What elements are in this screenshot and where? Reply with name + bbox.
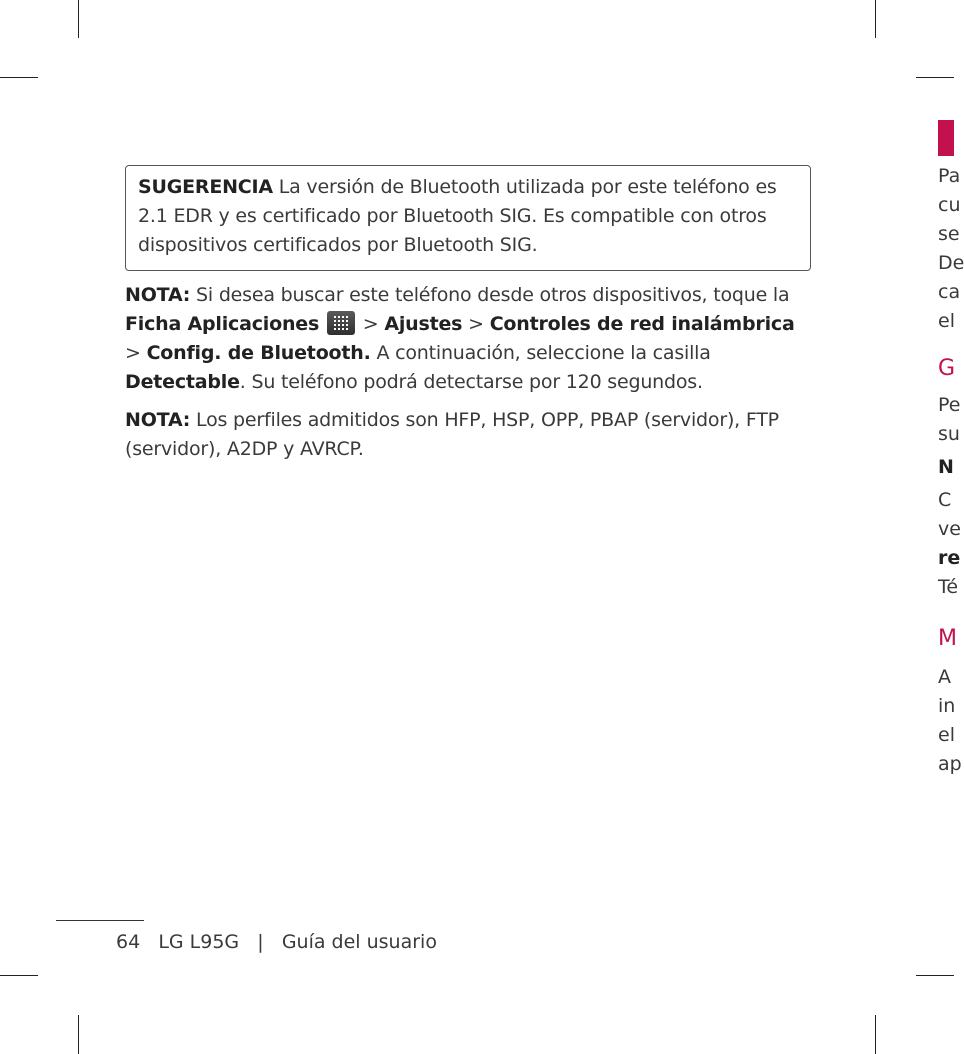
path-separator: > xyxy=(462,313,490,335)
cut-line: C xyxy=(938,489,952,511)
tip-text: La versión de Bluetooth utilizada por este teléfono es 2.1 EDR y es certificado por Bluetooth SIG. Es compatible con otros dispositivos certificados por Bluetooth SIG. xyxy=(138,176,777,256)
tip-box xyxy=(125,165,811,271)
cut-line: De xyxy=(938,252,964,274)
bluetooth-settings-label: Config. de Bluetooth. xyxy=(146,342,371,364)
path-separator: > xyxy=(125,342,147,364)
cut-line: ve xyxy=(938,518,961,540)
cut-heading: G xyxy=(938,356,956,381)
cut-line: re xyxy=(938,547,961,569)
crop-mark xyxy=(78,1015,79,1054)
cut-line: ca xyxy=(938,281,961,303)
crop-mark xyxy=(0,975,38,976)
note-label: NOTA: xyxy=(125,284,191,306)
cut-line: cu xyxy=(938,194,961,216)
cut-heading: M xyxy=(938,626,957,651)
cut-line: ap xyxy=(938,753,962,775)
body-text xyxy=(125,281,815,473)
path-separator: > xyxy=(356,313,385,335)
note-text: . Su teléfono podrá detectarse por 120 segundos. xyxy=(239,371,703,393)
note-text: Si desea buscar este teléfono desde otros dispositivos, toque la xyxy=(190,284,790,306)
note-profiles xyxy=(125,406,815,464)
cut-line: Pe xyxy=(938,394,961,416)
crop-mark xyxy=(78,0,79,38)
section-tab-marker xyxy=(938,120,954,156)
crop-mark xyxy=(916,975,954,976)
detectable-label: Detectable xyxy=(125,371,240,393)
footer-model: LG L95G xyxy=(158,931,240,953)
note-text: A continuación, seleccione la casilla xyxy=(370,342,711,364)
note-text: Los perfiles admitidos son HFP, HSP, OPP, PBAP (servidor), FTP (servidor), A2DP y AVRCP. xyxy=(125,409,779,460)
tip-label: SUGERENCIA xyxy=(138,176,273,198)
page-footer xyxy=(116,928,437,956)
cut-line: N xyxy=(938,456,954,478)
footer-divider: | xyxy=(257,931,264,953)
cut-line: el xyxy=(938,310,955,332)
note-label: NOTA: xyxy=(125,409,191,431)
cut-line: el xyxy=(938,724,955,746)
apps-grid-icon xyxy=(327,311,355,335)
note-bluetooth-search xyxy=(125,281,815,397)
cut-line: Pa xyxy=(938,165,961,187)
settings-label: Ajustes xyxy=(384,313,463,335)
cut-line: in xyxy=(938,695,956,717)
page-number: 64 xyxy=(116,931,141,953)
crop-mark xyxy=(875,0,876,38)
cut-line: se xyxy=(938,223,960,245)
cut-line: A xyxy=(938,666,951,688)
footer-guide: Guía del usuario xyxy=(281,931,437,953)
cut-line: Té xyxy=(938,576,959,598)
adjacent-page-column xyxy=(938,120,964,779)
crop-mark xyxy=(916,77,954,78)
crop-mark xyxy=(875,1015,876,1054)
cut-line: su xyxy=(938,423,960,445)
wireless-controls-label: Controles de red inalámbrica xyxy=(489,313,795,335)
crop-mark xyxy=(0,77,38,78)
footer-rule xyxy=(56,920,144,921)
apps-tab-label: Ficha Aplicaciones xyxy=(125,313,320,335)
